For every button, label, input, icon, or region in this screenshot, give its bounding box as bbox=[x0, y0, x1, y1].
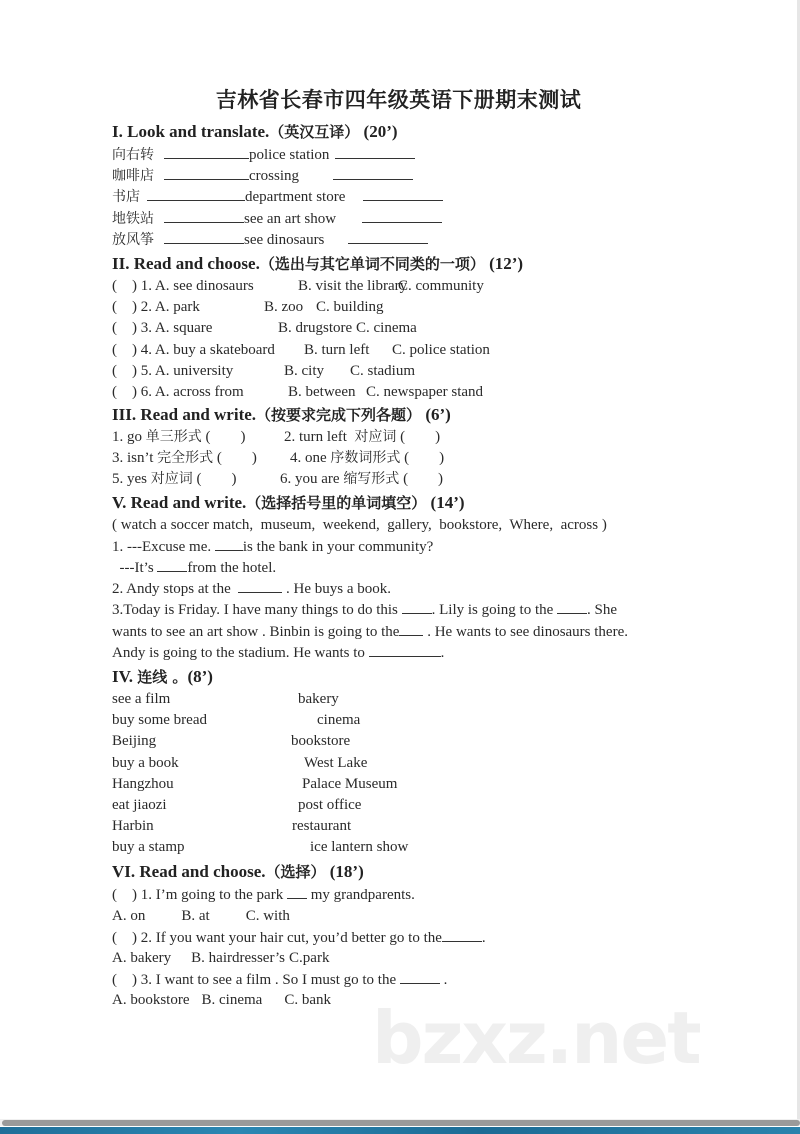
section-4-heading-cn: 连线 。 bbox=[137, 667, 188, 686]
translate-cn-term: 书店 bbox=[112, 189, 140, 206]
question-text: ( ) 2. If you want your hair cut, you’d better go to the bbox=[112, 929, 442, 946]
question bbox=[112, 969, 712, 990]
section-2-score: (12’) bbox=[489, 253, 524, 273]
section-4-score: (8’) bbox=[187, 666, 213, 686]
scrollbar-thumb[interactable] bbox=[2, 1120, 800, 1126]
translate-blank[interactable] bbox=[362, 208, 442, 223]
answer-parentheses[interactable]: ( ) bbox=[112, 299, 141, 316]
translate-cn-term: 向右转 bbox=[112, 147, 154, 163]
page-title: 吉林省长春市四年级英语下册期末测试 bbox=[215, 88, 582, 112]
section-5-heading-cn: （选择括号里的单词填空） bbox=[246, 493, 427, 512]
write-row bbox=[112, 448, 712, 469]
match-right[interactable]: West Lake bbox=[304, 754, 368, 771]
fill-blank[interactable] bbox=[402, 599, 432, 614]
translate-blank[interactable] bbox=[164, 208, 244, 223]
fill-text: Andy is going to the stadium. He wants to bbox=[112, 644, 369, 661]
item-number: 1. bbox=[140, 277, 152, 294]
translate-blank[interactable] bbox=[164, 165, 249, 180]
translate-row bbox=[112, 165, 712, 186]
word-bank: ( watch a soccer match, museum, weekend, gallery, bookstore, Where, across ) bbox=[112, 516, 607, 533]
option[interactable]: C. bank bbox=[284, 992, 331, 1009]
translate-blank[interactable] bbox=[348, 229, 428, 244]
fill-line bbox=[112, 578, 712, 599]
translate-blank[interactable] bbox=[333, 165, 413, 180]
translate-en-term: police station bbox=[249, 147, 330, 163]
section-1-heading-en: I. Look and translate. bbox=[112, 122, 270, 141]
write-item-en: 1. go bbox=[112, 429, 146, 446]
write-item bbox=[284, 427, 440, 448]
fill-blank[interactable] bbox=[157, 557, 187, 572]
translate-en-term: see dinosaurs bbox=[244, 231, 325, 248]
fill-line bbox=[112, 599, 712, 620]
section-2-heading-cn: （选出与其它单词不同类的一项） bbox=[259, 254, 485, 273]
section-6-score: (18’) bbox=[329, 862, 364, 882]
match-row bbox=[112, 689, 712, 710]
section-4-heading bbox=[112, 665, 712, 689]
fill-text: from the hotel. bbox=[187, 560, 277, 576]
write-row bbox=[112, 469, 712, 490]
option-a: A. square bbox=[152, 320, 213, 337]
fill-line bbox=[112, 557, 712, 578]
fill-text: . She bbox=[587, 602, 618, 619]
answer-parentheses[interactable]: ( ) bbox=[400, 450, 445, 467]
translate-cn-term: 放风筝 bbox=[112, 231, 154, 248]
section-2-heading bbox=[112, 252, 712, 276]
section-5-score: (14’) bbox=[430, 492, 465, 512]
translate-blank[interactable] bbox=[164, 144, 249, 159]
translate-row bbox=[112, 186, 712, 207]
answer-blank[interactable] bbox=[287, 884, 307, 899]
option-a: A. university bbox=[152, 362, 234, 379]
fill-text: ---It’s bbox=[112, 560, 158, 576]
section-3-heading-en: III. Read and write. bbox=[112, 405, 257, 425]
choice-item bbox=[112, 382, 712, 403]
section-6-heading bbox=[112, 860, 712, 884]
exam-content bbox=[112, 120, 712, 1012]
match-left[interactable]: see a film bbox=[112, 690, 171, 707]
question bbox=[112, 884, 712, 905]
match-row bbox=[112, 816, 712, 837]
write-item-cn: 完全形式 bbox=[157, 450, 214, 467]
fill-text: . He buys a book. bbox=[282, 581, 391, 598]
section-5-heading-en: V. Read and write. bbox=[112, 492, 247, 512]
translate-row bbox=[112, 144, 712, 165]
fill-blank[interactable] bbox=[215, 536, 243, 551]
translate-cn-term: 咖啡店 bbox=[112, 168, 154, 185]
translate-row bbox=[112, 208, 712, 229]
write-item bbox=[112, 469, 280, 490]
write-item bbox=[112, 427, 284, 448]
answer-parentheses[interactable]: ( ) bbox=[112, 341, 141, 358]
option-b: B. city bbox=[284, 362, 324, 379]
fill-line bbox=[112, 536, 712, 557]
match-left[interactable]: Hangzhou bbox=[112, 775, 174, 792]
write-row bbox=[112, 427, 712, 448]
option-a: A. see dinosaurs bbox=[152, 277, 254, 294]
translate-blank[interactable] bbox=[363, 186, 443, 201]
option-a: A. buy a skateboard bbox=[152, 341, 275, 358]
section-3-score: (6’) bbox=[425, 405, 451, 425]
match-left[interactable]: buy a book bbox=[112, 754, 179, 771]
choice-item bbox=[112, 318, 712, 339]
section-6-questions bbox=[112, 884, 712, 1011]
translate-en-term: crossing bbox=[249, 168, 299, 185]
matching-pairs bbox=[112, 689, 712, 859]
option-a: A. park bbox=[152, 299, 200, 316]
match-right[interactable]: bakery bbox=[298, 690, 339, 707]
section-3-heading bbox=[112, 403, 712, 427]
write-item-en: 3. isn’t bbox=[112, 450, 158, 467]
match-left[interactable]: buy a stamp bbox=[112, 839, 185, 856]
question-text: . bbox=[481, 929, 486, 946]
option[interactable]: C. with bbox=[245, 907, 290, 924]
match-left[interactable]: Beijing bbox=[112, 733, 157, 750]
option-b: B. zoo bbox=[264, 299, 304, 316]
item-number: 2. bbox=[140, 299, 152, 316]
fill-blank[interactable] bbox=[238, 578, 282, 593]
section-2-items bbox=[112, 276, 712, 403]
option-c: C. stadium bbox=[350, 362, 416, 379]
fill-blank[interactable] bbox=[557, 599, 587, 614]
translate-cn-term: 地铁站 bbox=[112, 210, 154, 227]
translate-en-term: department store bbox=[245, 189, 346, 206]
question-text: my grandparents. bbox=[306, 887, 415, 904]
section-2-heading-en: II. Read and choose. bbox=[112, 253, 260, 273]
option-c: C. building bbox=[316, 299, 384, 316]
match-row bbox=[112, 837, 712, 858]
answer-parentheses[interactable]: ( ) bbox=[201, 429, 246, 446]
match-row bbox=[112, 710, 712, 731]
section-6-heading-en: VI. Read and choose. bbox=[112, 862, 266, 882]
option[interactable]: A. bakery bbox=[112, 950, 172, 966]
fill-text: . He wants to see dinosaurs there. bbox=[423, 623, 628, 640]
fill-text: . bbox=[440, 644, 445, 661]
option-b: B. between bbox=[288, 383, 356, 400]
write-item-cn: 序数词形式 bbox=[330, 450, 401, 467]
option-b: B. visit the library bbox=[298, 277, 408, 294]
item-number: 4. bbox=[140, 341, 152, 358]
item-number: 6. bbox=[140, 383, 152, 400]
option-b: B. drugstore bbox=[278, 320, 353, 337]
section-3-heading-cn: （按要求完成下列各题） bbox=[256, 406, 422, 425]
option-c: C. police station bbox=[392, 341, 490, 358]
match-left[interactable]: buy some bread bbox=[112, 712, 207, 729]
match-right[interactable]: cinema bbox=[317, 712, 361, 729]
choice-item bbox=[112, 361, 712, 382]
match-right[interactable]: bookstore bbox=[291, 733, 351, 750]
fill-text: . Lily is going to the bbox=[431, 602, 558, 619]
option[interactable]: A. bookstore bbox=[112, 992, 190, 1009]
question-text: ( ) 1. I’m going to the park bbox=[112, 887, 287, 904]
match-left[interactable]: eat jiaozi bbox=[112, 796, 167, 813]
section-1-heading-cn: （英汉互译） bbox=[269, 123, 360, 141]
question-text: ( ) 3. I want to see a film . So I must go to the bbox=[112, 972, 400, 989]
answer-parentheses[interactable]: ( ) bbox=[112, 320, 141, 337]
options-row bbox=[112, 906, 712, 927]
match-right[interactable]: post office bbox=[298, 796, 362, 813]
option[interactable]: A. on bbox=[112, 907, 146, 924]
match-row bbox=[112, 795, 712, 816]
watermark: bzxz.net bbox=[372, 996, 700, 1080]
match-right[interactable]: Palace Museum bbox=[302, 775, 398, 792]
answer-parentheses[interactable]: ( ) bbox=[213, 450, 257, 467]
fill-blank[interactable] bbox=[399, 621, 423, 636]
choice-item bbox=[112, 297, 712, 318]
fill-text: 1. ---Excuse me. bbox=[112, 538, 215, 555]
write-item-cn: 缩写形式 bbox=[343, 471, 400, 488]
question-text: . bbox=[439, 972, 448, 989]
fill-line bbox=[112, 621, 712, 642]
answer-parentheses[interactable]: ( ) bbox=[112, 362, 141, 379]
answer-parentheses[interactable]: ( ) bbox=[399, 471, 444, 488]
section-1-heading bbox=[112, 120, 712, 144]
option[interactable]: B. cinema bbox=[201, 992, 263, 1009]
option-c: C. newspaper stand bbox=[366, 383, 484, 400]
section-5-heading bbox=[112, 491, 712, 515]
answer-parentheses[interactable]: ( ) bbox=[112, 383, 141, 400]
match-left[interactable]: Harbin bbox=[112, 818, 154, 835]
translate-row bbox=[112, 229, 712, 250]
options-row bbox=[112, 948, 712, 969]
write-item-en: 6. you are bbox=[280, 471, 344, 488]
option-c: C. cinema bbox=[356, 320, 417, 337]
match-row bbox=[112, 774, 712, 795]
option-c: C. community bbox=[398, 277, 484, 294]
section-5-lines bbox=[112, 536, 712, 663]
taskbar-strip bbox=[0, 1127, 800, 1134]
write-item-cn: 单三形式 bbox=[145, 429, 202, 446]
section-3-rows bbox=[112, 427, 712, 491]
answer-blank[interactable] bbox=[442, 927, 482, 942]
fill-text: 3.Today is Friday. I have many things to do this bbox=[112, 602, 402, 619]
section-4-heading-en: IV. bbox=[112, 666, 138, 686]
write-item bbox=[112, 448, 290, 469]
match-row bbox=[112, 731, 712, 752]
option[interactable]: B. at bbox=[181, 907, 210, 924]
question bbox=[112, 927, 712, 948]
choice-item bbox=[112, 276, 712, 297]
write-item-en: 4. one bbox=[290, 450, 331, 467]
section-1-rows bbox=[112, 144, 712, 250]
fill-line bbox=[112, 642, 712, 663]
fill-blank[interactable] bbox=[369, 642, 441, 657]
translate-en-term: see an art show bbox=[244, 210, 337, 227]
section-1-score: (20’) bbox=[363, 122, 398, 141]
option-b: B. turn left bbox=[304, 341, 370, 358]
answer-parentheses[interactable]: ( ) bbox=[192, 471, 237, 488]
match-row bbox=[112, 753, 712, 774]
option[interactable]: B. hairdresser’s bbox=[191, 950, 286, 966]
choice-item bbox=[112, 340, 712, 361]
match-right[interactable]: ice lantern show bbox=[310, 839, 409, 856]
fill-text: is the bank in your community? bbox=[242, 538, 434, 555]
option-a: A. across from bbox=[152, 383, 244, 400]
write-item-cn: 对应词 bbox=[150, 471, 193, 488]
translate-blank[interactable] bbox=[147, 186, 245, 201]
translate-blank[interactable] bbox=[164, 229, 244, 244]
write-item-cn: 对应词 bbox=[354, 429, 397, 446]
item-number: 5. bbox=[140, 362, 152, 379]
translate-blank[interactable] bbox=[335, 144, 415, 159]
write-item-en: 2. turn left bbox=[284, 429, 355, 446]
horizontal-scrollbar[interactable] bbox=[0, 1119, 800, 1126]
answer-parentheses[interactable]: ( ) bbox=[396, 429, 441, 446]
section-6-heading-cn: （选择） bbox=[265, 863, 326, 882]
option[interactable]: C.park bbox=[289, 950, 330, 966]
fill-text: 2. Andy stops at the bbox=[112, 581, 239, 598]
answer-blank[interactable] bbox=[400, 969, 440, 984]
match-right[interactable]: restaurant bbox=[292, 818, 352, 835]
answer-parentheses[interactable]: ( ) bbox=[112, 277, 141, 294]
fill-text: wants to see an art show . Binbin is going to the bbox=[112, 623, 400, 640]
write-item bbox=[290, 448, 444, 469]
options-row bbox=[112, 990, 712, 1011]
write-item bbox=[280, 469, 443, 490]
item-number: 3. bbox=[140, 320, 152, 337]
write-item-en: 5. yes bbox=[112, 471, 151, 488]
